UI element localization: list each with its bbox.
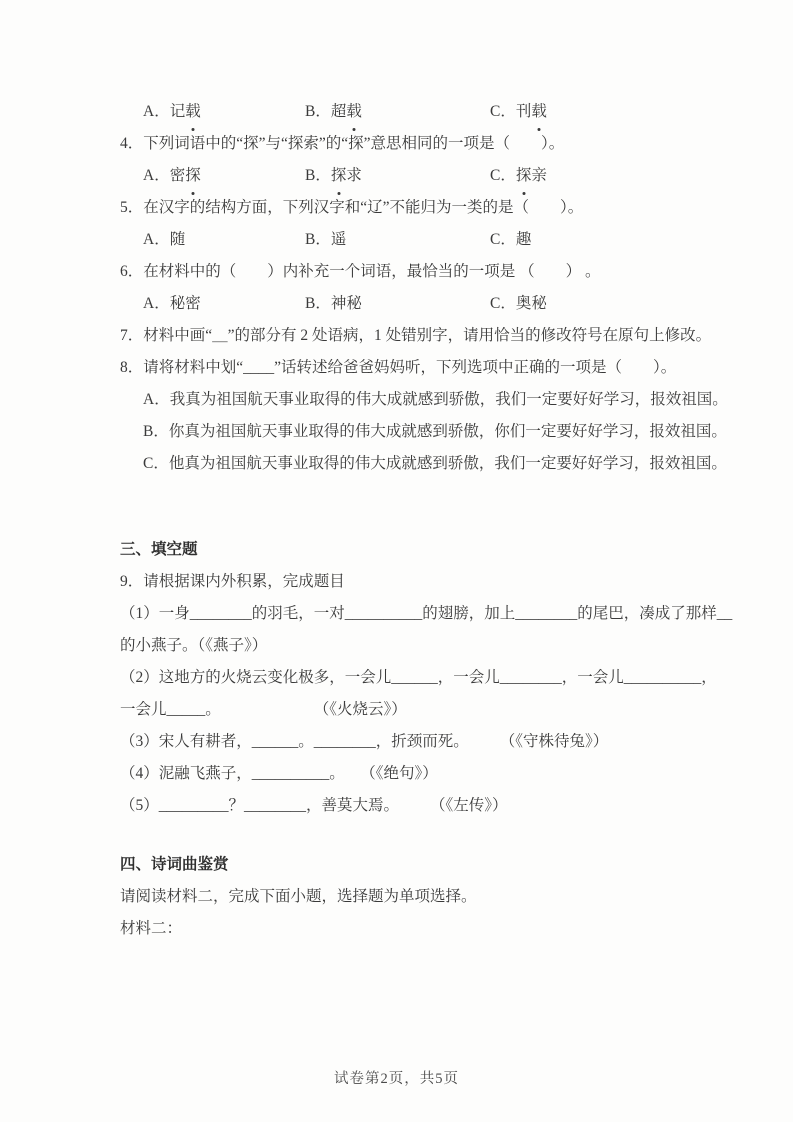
option-text: 求 (346, 167, 362, 184)
option-text: 密 (169, 167, 186, 184)
option-emphasized-char: 载 (531, 96, 547, 128)
q6-option-a (143, 288, 305, 320)
question-7-text: 7．材料中画“＿”的部分有 2 处语病，1 处错别字，请用恰当的修改符号在原句上修改。 (120, 327, 712, 344)
option-text: 亲 (531, 167, 547, 184)
section-heading-poetry: 四、诗词曲鉴赏 (120, 856, 229, 873)
option-text: 神秘 (330, 295, 362, 312)
q8-option-a: A．我真为祖国航天事业取得的伟大成就感到骄傲，我们一定要好好学习，报效祖国。 (143, 391, 728, 408)
page-footer: 试卷第2页，共5页 (334, 1071, 459, 1087)
option-emphasized-char: 探 (331, 160, 347, 192)
question-8-text: 8．请将材料中划“____”话转述给爸爸妈妈听，下列选项中正确的一项是（ ）。 (120, 359, 677, 376)
q9-item-1: （1）一身________的羽毛，一对__________的翅膀，加上________的尾巴，凑成了那样__ (120, 605, 733, 622)
option-letter: C． (490, 103, 516, 120)
option-letter: B． (305, 103, 331, 120)
question-9-intro: 9．请根据课内外积累，完成题目 (120, 573, 345, 590)
q8-option-b: B．你真为祖国航天事业取得的伟大成就感到骄傲，你们一定要好好学习，报效祖国。 (143, 423, 727, 440)
option-emphasized-char: 载 (185, 96, 201, 128)
option-letter: B． (305, 295, 331, 312)
q3-option-a (143, 96, 305, 128)
question-4-text: 4．下列词语中的“探”与“探索”的“探”意思相同的一项是（ ）。 (120, 135, 565, 152)
q6-option-b (305, 288, 490, 320)
option-text: 记 (169, 103, 186, 120)
question-6-text: 6．在材料中的（ ）内补充一个词语，最恰当的一项是 （ ） 。 (120, 263, 601, 280)
q9-item-4: （4）泥融飞燕子，__________。 （《绝句》） (120, 765, 438, 782)
option-text: 秘密 (169, 295, 201, 312)
material-two-label: 材料二： (120, 920, 183, 937)
q6-option-c (490, 288, 745, 320)
option-letter: C． (490, 231, 516, 248)
option-emphasized-char: 载 (346, 96, 362, 128)
option-text: 趣 (515, 231, 532, 248)
q9-item-5: （5）_________？________，善莫大焉。 （《左传》） (120, 797, 508, 814)
section4-instructions: 请阅读材料二，完成下面小题，选择题为单项选择。 (120, 888, 477, 905)
option-emphasized-char: 探 (516, 160, 532, 192)
option-text: 奥秘 (515, 295, 547, 312)
option-letter: C． (490, 167, 516, 184)
q9-item-1-continued: 的小燕子。（《燕子》） (120, 637, 268, 654)
q9-item-2-continued: 一会儿_____。 （《火烧云》） (120, 701, 407, 718)
option-letter: C． (490, 295, 516, 312)
q3-option-b (305, 96, 490, 128)
option-text: 刊 (515, 103, 532, 120)
q9-item-3: （3）宋人有耕者，______。________，折颈而死。 （《守株待兔》） (120, 733, 609, 750)
question-5-text: 5．在汉字的结构方面，下列汉字和“辽”不能归为一类的是（ ）。 (120, 199, 584, 216)
section-heading-fill-in: 三、填空题 (120, 541, 198, 558)
option-letter: A． (143, 231, 170, 248)
q5-option-b (305, 224, 490, 256)
option-letter: A． (143, 103, 170, 120)
option-letter: A． (143, 295, 170, 312)
q5-option-c (490, 224, 745, 256)
q3-options-row (120, 96, 745, 128)
option-emphasized-char: 探 (185, 160, 201, 192)
option-letter: B． (305, 167, 331, 184)
option-letter: A． (143, 167, 170, 184)
option-text: 超 (330, 103, 347, 120)
q6-options-row (120, 288, 745, 320)
q4-option-c (490, 160, 745, 192)
q9-item-2: （2）这地方的火烧云变化极多，一会儿______，一会儿________，一会儿__________， (120, 669, 717, 686)
option-text: 随 (169, 231, 186, 248)
q4-option-a (143, 160, 305, 192)
q8-option-c: C．他真为祖国航天事业取得的伟大成就感到骄傲，我们一定要好好学习，报效祖国。 (143, 455, 727, 472)
q4-option-b (305, 160, 490, 192)
q3-option-c (490, 96, 745, 128)
q5-option-a (143, 224, 305, 256)
q5-options-row (120, 224, 745, 256)
q4-options-row (120, 160, 745, 192)
option-letter: B． (305, 231, 331, 248)
option-text: 遥 (330, 231, 347, 248)
